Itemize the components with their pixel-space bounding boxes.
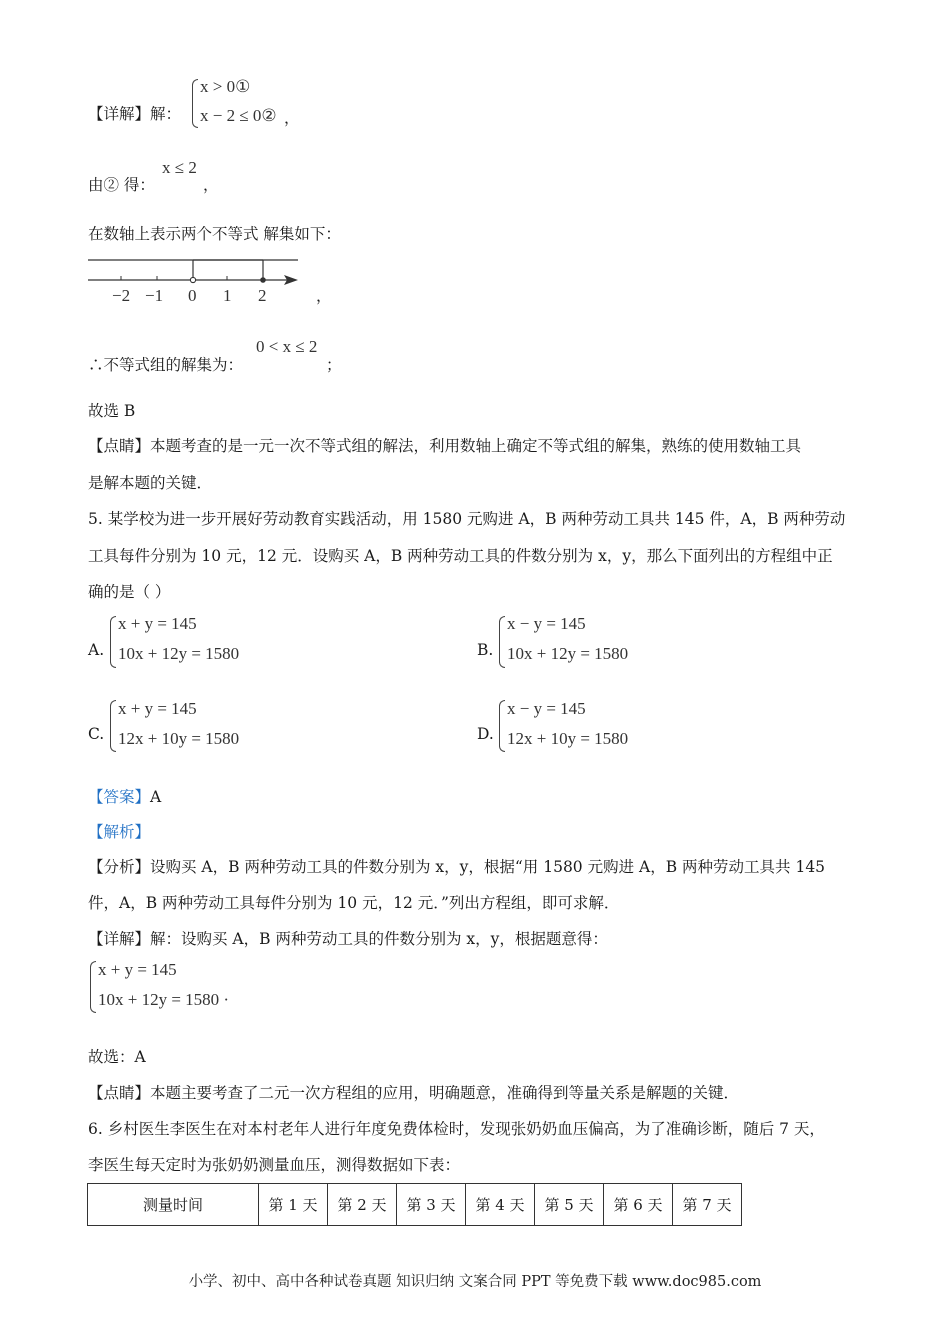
question-6-line: 李医生每天定时为张奶奶测量血压，测得数据如下表： (88, 1156, 461, 1174)
option-c-eq1: x + y = 145 (118, 699, 197, 718)
table-header-cell: 第 7 天 (673, 1184, 742, 1226)
option-c-eq2: 12x + 10y = 1580 (118, 729, 240, 748)
option-c-label[interactable]: C. (88, 725, 105, 743)
solution-set-expr: 0 < x ≤ 2 (256, 337, 318, 356)
comment-2: 【点睛】本题主要考查了二元一次方程组的应用，明确题意，准确得到等量关系是解题的关键． (88, 1084, 740, 1102)
tick-label: −2 (112, 286, 131, 305)
option-d-label[interactable]: D. (477, 725, 494, 743)
table-row (88, 1184, 742, 1226)
detail-2: 【详解】解：设购买 A，B 两种劳动工具的件数分别为 x，y，根据题意得： (88, 930, 608, 948)
table-header-cell: 第 1 天 (259, 1184, 328, 1226)
analysis-line: 【分析】设购买 A，B 两种劳动工具的件数分别为 x，y，根据“用 1580 元购进 A，B 两种劳动工具共 145 (88, 858, 826, 876)
detail-label: 【详解】解： (88, 105, 182, 123)
system-brace (499, 616, 505, 668)
tick-label: 0 (188, 286, 197, 305)
choose-b: 故选 B (88, 402, 136, 420)
tick-label: 2 (258, 286, 267, 305)
inequality-1: x > 0① (200, 77, 251, 96)
system-brace (110, 616, 116, 668)
system-brace (499, 700, 505, 752)
choose-a: 故选：A (88, 1048, 146, 1066)
open-dot-icon (190, 277, 195, 282)
option-d-eq1: x − y = 145 (507, 699, 586, 718)
tick-label: −1 (145, 286, 164, 305)
table-header-cell: 第 6 天 (604, 1184, 673, 1226)
analysis-line: 件，A，B 两种劳动工具每件分别为 10 元，12 元．”列出方程组，即可求解． (88, 894, 620, 912)
answer-value: A (150, 788, 162, 806)
system-brace (192, 79, 198, 128)
analysis-tag: 【解析】 (88, 823, 151, 841)
numberline-intro: 在数轴上表示两个不等式 解集如下： (88, 225, 341, 243)
system-brace (110, 700, 116, 752)
option-b-eq1: x − y = 145 (507, 614, 586, 633)
inequality-2: x − 2 ≤ 0② (200, 106, 277, 125)
semicolon: ； (326, 356, 342, 374)
system-brace (90, 961, 96, 1013)
comma: ， (203, 176, 219, 194)
option-a-eq2: 10x + 12y = 1580 (118, 644, 240, 663)
comment-line: 是解本题的关键． (88, 474, 213, 492)
question-5-line: 确的是（ ） (88, 583, 171, 601)
table-header-cell: 第 4 天 (466, 1184, 535, 1226)
closed-dot-icon (260, 277, 266, 283)
table-header-cell: 测量时间 (88, 1184, 259, 1226)
solution-set-text: ∴不等式组的解集为： (88, 356, 244, 374)
option-b-eq2: 10x + 12y = 1580 (507, 644, 629, 663)
option-b-label[interactable]: B. (477, 641, 494, 659)
table-header-cell: 第 2 天 (328, 1184, 397, 1226)
blood-pressure-table (87, 1183, 742, 1226)
option-a-label[interactable]: A. (88, 641, 105, 659)
question-5-line: 5. 某学校为进一步开展好劳动教育实践活动，用 1580 元购进 A，B 两种劳动工具共 145 件，A，B 两种劳动 (88, 510, 846, 528)
x-le-2: x ≤ 2 (162, 158, 197, 177)
comma: ， (284, 109, 300, 127)
question-6-line: 6. 乡村医生李医生在对本村老年人进行年度免费体检时，发现张奶奶血压偏高，为了准确诊断，随后 7 天， (88, 1120, 825, 1138)
question-5-line: 工具每件分别为 10 元，12 元．设购买 A，B 两种劳动工具的件数分别为 x，y，那么下面列出的方程组中正 (88, 547, 833, 565)
page-footer: 小学、初中、高中各种试卷真题 知识归纳 文案合同 PPT 等免费下载 www.doc985.com (188, 1274, 762, 1290)
option-d-eq2: 12x + 10y = 1580 (507, 729, 629, 748)
tick-label: 1 (223, 286, 232, 305)
option-a-eq1: x + y = 145 (118, 614, 197, 633)
answer (88, 785, 161, 807)
comma: ， (316, 287, 332, 305)
answer-tag: 【答案】 (88, 788, 151, 806)
table-header-cell: 第 3 天 (397, 1184, 466, 1226)
system2-eq1: x + y = 145 (98, 960, 177, 979)
comment-line: 【点睛】本题考查的是一元一次不等式组的解法，利用数轴上确定不等式组的解集，熟练的使用数轴工具 (88, 437, 802, 455)
table-header-cell: 第 5 天 (535, 1184, 604, 1226)
system2-eq2: 10x + 12y = 1580 · (98, 990, 230, 1009)
from-ineq2-text: 由② 得： (88, 176, 155, 194)
